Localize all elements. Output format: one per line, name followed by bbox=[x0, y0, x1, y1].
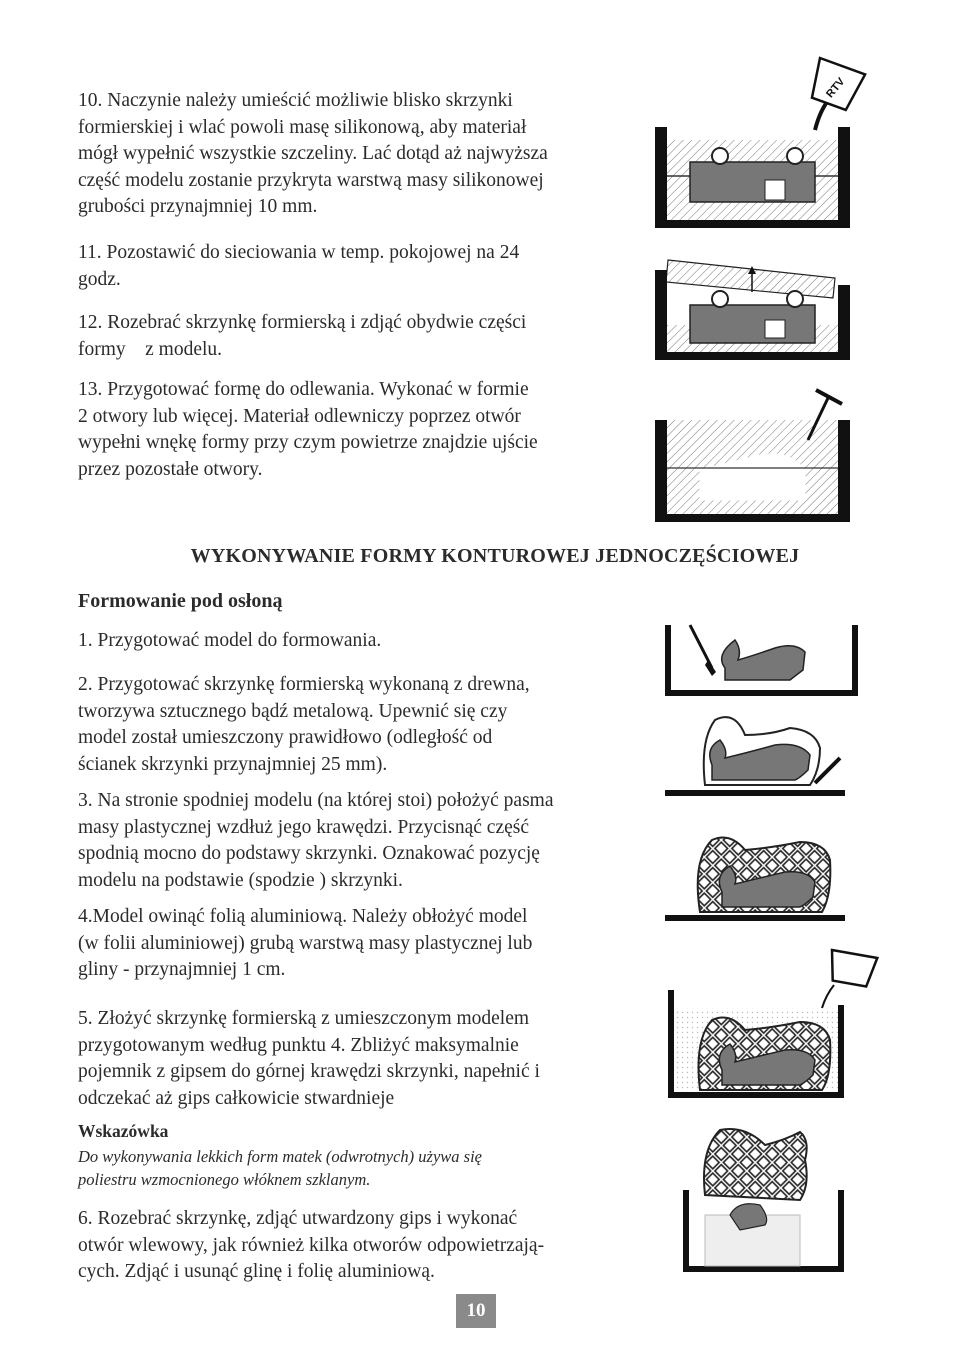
text-line: część modelu zostanie przykryta warstwą masy silikonowej bbox=[78, 169, 544, 191]
figure-mold-removed bbox=[683, 1129, 844, 1272]
text-line: Do wykonywania lekkich form matek (odwrotnych) używa się bbox=[78, 1147, 483, 1166]
text-line: pojemnik z gipsem do górnej krawędzi skrzynki, napełnić i bbox=[78, 1061, 540, 1082]
hint-heading: Wskazówka bbox=[78, 1121, 169, 1141]
text-line: gliny - przynajmniej 1 cm. bbox=[78, 959, 286, 980]
box-wall-right bbox=[838, 1190, 844, 1272]
box-floor bbox=[655, 514, 850, 522]
box-wall-right bbox=[838, 1005, 844, 1098]
rtv-bucket bbox=[806, 58, 865, 112]
box-floor bbox=[665, 915, 845, 921]
car-window bbox=[765, 320, 785, 338]
text-line: 5. Złożyć skrzynkę formierską z umieszczonym modelem bbox=[78, 1008, 530, 1029]
text-line: model został umieszczony prawidłowo (odległość od bbox=[78, 727, 493, 748]
text-line: 6. Rozebrać skrzynkę, zdjąć utwardzony gips i wykonać bbox=[78, 1208, 518, 1229]
text-line: masy plastycznej wzdłuż jego krawędzi. Przycisnąć część bbox=[78, 816, 530, 838]
box-wall-right bbox=[838, 285, 850, 358]
box-wall-left bbox=[665, 625, 671, 695]
figure-model-prepare bbox=[665, 625, 858, 696]
text-line: przez pozostałe otwory. bbox=[78, 458, 263, 480]
box-wall-left bbox=[668, 990, 674, 1098]
box-wall-left bbox=[655, 420, 667, 520]
wheel-icon bbox=[787, 148, 803, 164]
bucket-label: RTV bbox=[824, 75, 848, 101]
text-line: 2 otwory lub więcej. Materiał odlewniczy poprzez otwór bbox=[78, 405, 521, 427]
figure-mold-opening bbox=[655, 260, 850, 360]
text-line: 3. Na stronie spodniej modelu (na której stoi) położyć pasma bbox=[78, 790, 554, 811]
wheel-icon bbox=[712, 291, 728, 307]
section-title: WYKONYWANIE FORMY KONTUROWEJ JEDNOCZĘŚCIOWEJ bbox=[190, 545, 800, 567]
figure-foil-wrap bbox=[665, 717, 845, 796]
text-line: 11. Pozostawić do sieciowania w temp. pokojowej na 24 bbox=[78, 242, 520, 263]
text-line: spodnią mocno do podstawy skrzynki. Oznakować pozycję bbox=[78, 843, 540, 864]
text-line: cych. Zdjąć i usunąć glinę i folię aluminiową. bbox=[78, 1261, 435, 1282]
box-wall-left bbox=[655, 270, 667, 358]
box-wall-right bbox=[838, 127, 850, 227]
figure-casting-holes bbox=[655, 390, 850, 522]
box-wall-left bbox=[683, 1190, 689, 1272]
box-floor bbox=[655, 220, 850, 228]
text-line: 13. Przygotować formę do odlewania. Wykonać w formie bbox=[78, 379, 529, 400]
plaster-stream bbox=[822, 985, 834, 1008]
text-line: godz. bbox=[78, 268, 121, 290]
text-line: 4.Model owinąć folią aluminiową. Należy obłożyć model bbox=[78, 906, 528, 927]
figure-silicone-pouring bbox=[655, 58, 865, 228]
plaster-bucket bbox=[827, 950, 878, 988]
text-line: przygotowanym według punktu 4. Zbliżyć maksymalnie bbox=[78, 1034, 519, 1056]
text-line: formierskiej i wlać powoli masę silikonową, aby materiał bbox=[78, 116, 527, 138]
text-line: 10. Naczynie należy umieścić możliwie blisko skrzynki bbox=[78, 90, 513, 111]
text-line: 1. Przygotować model do formowania. bbox=[78, 630, 382, 651]
text-line: odczekać aż gips całkowicie stwardnieje bbox=[78, 1087, 395, 1109]
page-number: 10 bbox=[456, 1294, 496, 1328]
subtitle: Formowanie pod osłoną bbox=[78, 590, 283, 612]
car-model bbox=[690, 162, 815, 202]
mold-top-half bbox=[666, 260, 835, 298]
text-line: wypełni wnękę formy przy czym powietrze znajdzie ujście bbox=[78, 432, 538, 453]
box-floor bbox=[665, 790, 845, 796]
text-line: poliestru wzmocnionego włóknem szklanym. bbox=[78, 1170, 371, 1189]
sofa-model bbox=[722, 640, 805, 680]
text-line: ścianek skrzynki przynajmniej 25 mm). bbox=[78, 753, 388, 775]
text-line: mógł wypełnić wszystkie szczeliny. Lać dotąd aż najwyższa bbox=[78, 143, 548, 164]
clay-shell bbox=[704, 1129, 807, 1200]
box-wall-right bbox=[838, 420, 850, 520]
text-line: (w folii aluminiowej) grubą warstwą masy plastycznej lub bbox=[78, 932, 533, 954]
box-wall-left bbox=[655, 127, 667, 227]
car-window bbox=[765, 180, 785, 200]
box-floor bbox=[683, 1266, 844, 1272]
text-line: 12. Rozebrać skrzynkę formierską i zdjąć obydwie części bbox=[78, 312, 527, 333]
text-line: 2. Przygotować skrzynkę formierską wykonaną z drewna, bbox=[78, 674, 530, 695]
text-line: modelu na podstawie (spodzie ) skrzynki. bbox=[78, 869, 403, 891]
car-model bbox=[690, 305, 815, 343]
figure-clay-layer bbox=[665, 838, 845, 921]
figure-plaster-pouring bbox=[668, 950, 877, 1098]
text-line: otwór wlewowy, jak również kilka otworów odpowietrzają- bbox=[78, 1234, 545, 1256]
box-floor bbox=[665, 690, 858, 696]
box-floor bbox=[655, 352, 850, 360]
wheel-icon bbox=[787, 291, 803, 307]
text-line: grubości przynajmniej 10 mm. bbox=[78, 196, 318, 217]
wheel-icon bbox=[712, 148, 728, 164]
text-line: formy z modelu. bbox=[78, 338, 223, 360]
text-line: tworzywa sztucznego bądź metalową. Upewnić się czy bbox=[78, 700, 508, 722]
box-floor bbox=[668, 1092, 844, 1098]
box-wall-right bbox=[852, 625, 858, 695]
